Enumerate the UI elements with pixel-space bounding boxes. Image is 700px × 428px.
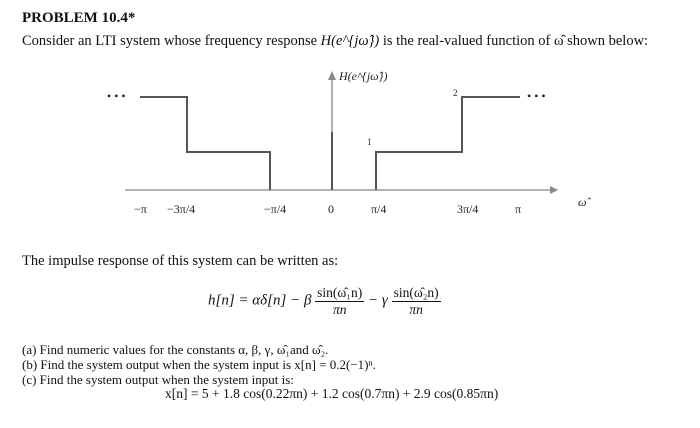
- fraction-1-denominator: πn: [332, 301, 347, 317]
- y-axis-label: H(e^{jω̂}): [339, 69, 388, 83]
- tick-label-3pi-4: 3π/4: [457, 202, 479, 216]
- part-c-equation: x[n] = 5 + 1.8 cos(0.22πn) + 1.2 cos(0.7πn) + 2.9 cos(0.85πn): [165, 386, 499, 401]
- tick-label-neg-3pi-4: −3π/4: [167, 202, 196, 216]
- fraction-2-numerator: sin(ω̂₂n): [393, 285, 439, 300]
- problem-title: PROBLEM 10.4*: [22, 10, 136, 26]
- impulse-response-intro: The impulse response of this system can be written as:: [22, 253, 339, 269]
- tick-label-zero: 0: [328, 202, 334, 216]
- tick-label-neg-pi: −π: [134, 202, 147, 216]
- ellipsis-right: • • •: [527, 89, 546, 103]
- curve-right: [376, 97, 520, 190]
- intro-text-before: Consider an LTI system whose frequency response: [22, 33, 321, 49]
- fraction-1: [315, 285, 364, 317]
- tick-label-pi-4: π/4: [371, 202, 387, 216]
- formula-lhs: h[n] = αδ[n] − β: [208, 292, 312, 309]
- level-label-2: 2: [453, 88, 458, 98]
- formula-minus-gamma: − γ: [364, 292, 388, 309]
- x-axis-label: ω̂: [578, 195, 587, 209]
- ellipsis-left: • • •: [107, 89, 126, 103]
- part-a: (a) Find numeric values for the constants α, β, γ, ω̂₁and ω̂₂.: [22, 342, 329, 357]
- fraction-1-numerator: sin(ω̂₁n): [317, 285, 363, 300]
- fraction-2-denominator: πn: [409, 301, 423, 317]
- tick-label-neg-pi-4: −π/4: [264, 202, 287, 216]
- x-axis-arrow: [550, 186, 558, 194]
- level-label-1: 1: [367, 137, 372, 147]
- intro-function: H(e^{jω̂}): [320, 33, 380, 49]
- part-c: (c) Find the system output when the system input is:: [22, 372, 294, 387]
- tick-label-pi: π: [515, 202, 522, 216]
- intro-text-after: is the real-valued function of ω̂ shown below:: [379, 33, 649, 49]
- y-axis-arrow: [328, 71, 336, 80]
- part-b: (b) Find the system output when the system input is x[n] = 0.2(−1)ⁿ.: [22, 357, 376, 372]
- fraction-2: [392, 285, 441, 317]
- impulse-response-formula: [208, 285, 441, 317]
- curve-left: [140, 97, 270, 190]
